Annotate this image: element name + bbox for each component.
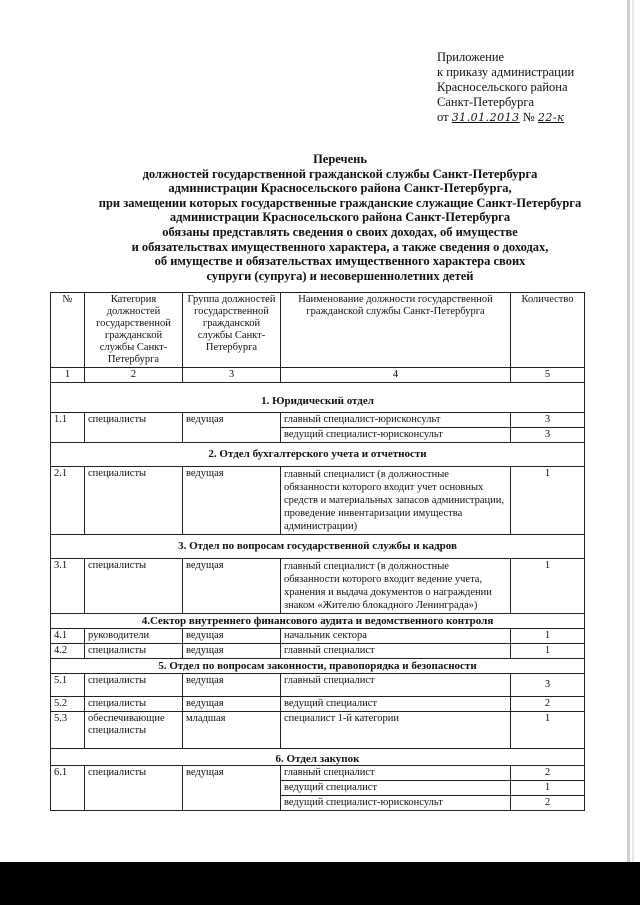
row-qty: 1 bbox=[511, 644, 585, 659]
colnum: 4 bbox=[281, 368, 511, 383]
row-category: специалисты bbox=[85, 413, 183, 443]
table-row bbox=[51, 629, 585, 644]
row-qty: 2 bbox=[511, 697, 585, 712]
row-group: ведущая bbox=[183, 629, 281, 644]
title-line: обязаны представлять сведения о своих доходах, об имуществе bbox=[162, 224, 518, 239]
order-date: 31.01.2013 bbox=[451, 111, 520, 124]
row-group: ведущая bbox=[183, 467, 281, 535]
header-num: № bbox=[51, 293, 85, 368]
title-line: об имуществе и обязательствах имущественного характера своих bbox=[154, 254, 526, 269]
row-group: ведущая bbox=[183, 413, 281, 443]
row-num: 1.1 bbox=[51, 413, 85, 443]
scan-edge bbox=[632, 0, 634, 862]
row-num: 5.2 bbox=[51, 697, 85, 712]
section-row bbox=[51, 749, 585, 766]
row-group: ведущая bbox=[183, 766, 281, 811]
title-line: должностей государственной гражданской службы Санкт-Петербурга bbox=[142, 166, 538, 181]
row-position: главный специалист (в должностные обязанности которого входит ведение учета, хранения и выдача документов о награждении знаком «Жителю блокадного Ленинграда») bbox=[281, 559, 511, 614]
number-prefix: № bbox=[522, 110, 535, 124]
section-title: 5. Отдел по вопросам законности, правопорядка и безопасности bbox=[51, 659, 585, 674]
row-qty: 2 bbox=[511, 766, 585, 781]
colnum: 3 bbox=[183, 368, 281, 383]
row-num: 4.2 bbox=[51, 644, 85, 659]
row-num: 2.1 bbox=[51, 467, 85, 535]
title-line: и обязательствах имущественного характера, а также сведения о доходах, bbox=[131, 239, 549, 254]
row-qty: 1 bbox=[511, 781, 585, 796]
row-num: 5.3 bbox=[51, 712, 85, 749]
appendix-date-line bbox=[437, 110, 574, 125]
row-position: начальник сектора bbox=[281, 629, 511, 644]
title-line: при замещении которых государственные гражданские служащие Санкт-Петербурга bbox=[98, 195, 582, 210]
table-row bbox=[51, 644, 585, 659]
header-group: Группа должностей государственной гражданской службы Санкт-Петербурга bbox=[183, 293, 281, 368]
title-heading: Перечень bbox=[313, 152, 367, 166]
appendix-line: Санкт-Петербурга bbox=[437, 95, 535, 109]
table-row bbox=[51, 413, 585, 428]
section-row bbox=[51, 614, 585, 629]
section-title: 2. Отдел бухгалтерского учета и отчетности bbox=[51, 443, 585, 467]
row-category: специалисты bbox=[85, 559, 183, 614]
section-row bbox=[51, 535, 585, 559]
table-row bbox=[51, 766, 585, 781]
row-num: 3.1 bbox=[51, 559, 85, 614]
row-group: ведущая bbox=[183, 674, 281, 697]
section-row bbox=[51, 659, 585, 674]
row-group: младшая bbox=[183, 712, 281, 749]
row-category: обеспечивающие специалисты bbox=[85, 712, 183, 749]
table-row bbox=[51, 559, 585, 614]
colnum: 1 bbox=[51, 368, 85, 383]
row-group: ведущая bbox=[183, 644, 281, 659]
row-position: главный специалист (в должностные обязанности которого входит учет основных средств и материальных запасов администрации, проведение инвентаризации имущества администрации) bbox=[281, 467, 511, 535]
row-num: 4.1 bbox=[51, 629, 85, 644]
row-qty: 2 bbox=[511, 796, 585, 811]
section-title: 4.Сектор внутреннего финансового аудита и ведомственного контроля bbox=[51, 614, 585, 629]
colnum: 2 bbox=[85, 368, 183, 383]
row-position: ведущий специалист bbox=[281, 781, 511, 796]
row-qty: 1 bbox=[511, 712, 585, 749]
section-title: 3. Отдел по вопросам государственной службы и кадров bbox=[51, 535, 585, 559]
document-title bbox=[60, 152, 620, 283]
table-row bbox=[51, 674, 585, 697]
column-number-row bbox=[51, 368, 585, 383]
row-position: главный специалист bbox=[281, 644, 511, 659]
appendix-line: к приказу администрации bbox=[437, 65, 575, 79]
table-row bbox=[51, 712, 585, 749]
row-position: специалист 1-й категории bbox=[281, 712, 511, 749]
row-position: главный специалист-юрисконсульт bbox=[281, 413, 511, 428]
row-qty: 3 bbox=[511, 413, 585, 428]
scan-border bbox=[0, 862, 640, 905]
section-row bbox=[51, 383, 585, 413]
date-prefix: от bbox=[437, 110, 449, 124]
header-category: Категория должностей государственной гражданской службы Санкт-Петербурга bbox=[85, 293, 183, 368]
row-num: 6.1 bbox=[51, 766, 85, 811]
row-position: главный специалист bbox=[281, 766, 511, 781]
row-group: ведущая bbox=[183, 559, 281, 614]
row-category: специалисты bbox=[85, 467, 183, 535]
row-group: ведущая bbox=[183, 697, 281, 712]
row-category: специалисты bbox=[85, 766, 183, 811]
row-category: специалисты bbox=[85, 644, 183, 659]
row-position: ведущий специалист-юрисконсульт bbox=[281, 796, 511, 811]
row-position: главный специалист bbox=[281, 674, 511, 697]
row-qty: 3 bbox=[511, 674, 585, 697]
row-category: специалисты bbox=[85, 674, 183, 697]
table-header-row bbox=[51, 293, 585, 368]
scan-edge bbox=[627, 0, 630, 862]
section-title: 1. Юридический отдел bbox=[51, 383, 585, 413]
positions-table bbox=[50, 292, 585, 811]
table-row bbox=[51, 467, 585, 535]
row-qty: 1 bbox=[511, 629, 585, 644]
row-category: специалисты bbox=[85, 697, 183, 712]
row-position: ведущий специалист-юрисконсульт bbox=[281, 428, 511, 443]
section-title: 6. Отдел закупок bbox=[51, 749, 585, 766]
appendix-line: Красносельского района bbox=[437, 80, 568, 94]
title-line: администрации Красносельского района Санкт-Петербурга, bbox=[168, 181, 512, 196]
header-qty: Количество bbox=[511, 293, 585, 368]
row-qty: 1 bbox=[511, 467, 585, 535]
title-line: администрации Красносельского района Санкт-Петербурга bbox=[169, 210, 511, 225]
appendix-line: Приложение bbox=[437, 50, 505, 64]
section-row bbox=[51, 443, 585, 467]
row-num: 5.1 bbox=[51, 674, 85, 697]
row-position: ведущий специалист bbox=[281, 697, 511, 712]
appendix-block bbox=[437, 50, 574, 125]
table-row bbox=[51, 697, 585, 712]
header-name: Наименование должности государственной гражданской службы Санкт-Петербурга bbox=[281, 293, 511, 368]
row-category: руководители bbox=[85, 629, 183, 644]
row-qty: 1 bbox=[511, 559, 585, 614]
order-number: 22-к bbox=[537, 111, 565, 124]
title-line: супруги (супруга) и несовершеннолетних детей bbox=[206, 268, 474, 283]
colnum: 5 bbox=[511, 368, 585, 383]
row-qty: 3 bbox=[511, 428, 585, 443]
